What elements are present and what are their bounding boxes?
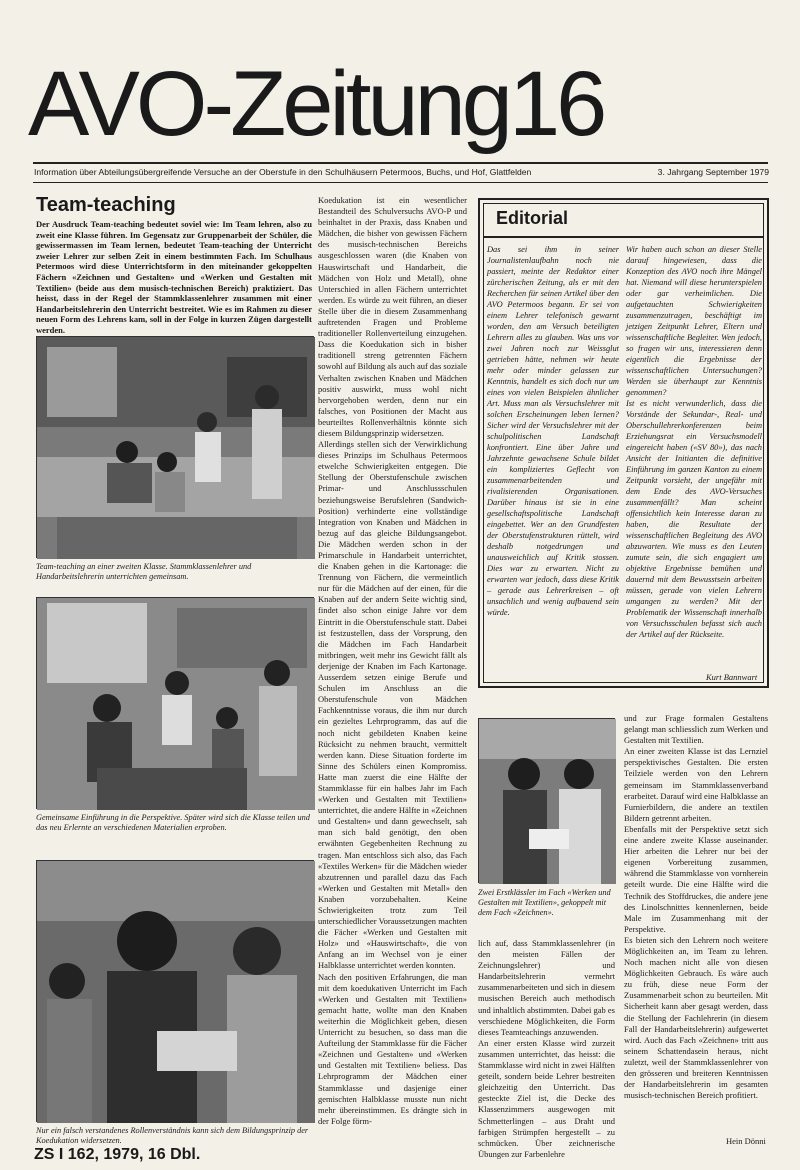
- masthead-rule-bottom: [33, 182, 768, 183]
- photo-classroom-illustration: [37, 337, 315, 559]
- subtitle-right: 3. Jahrgang September 1979: [657, 167, 769, 177]
- subtitle: [34, 167, 769, 177]
- masthead-title: AVO-Zeitung16: [28, 53, 604, 155]
- editorial-rule: [483, 236, 764, 238]
- subtitle-left: Information über Abteilungsübergreifende Versuche an der Oberstufe in den Schulhäusern Petermoos, Buchs, und Hof, Glattfelden: [34, 167, 532, 177]
- photo-team-teaching: [36, 336, 314, 558]
- article-author: Hein Dönni: [726, 1136, 766, 1146]
- photo-first-graders: [478, 718, 615, 883]
- article-column-3: lich auf, dass Stammklassenlehrer (in den meisten Fällen der Zeichnungslehrer) und Handarbeitslehrerin vermehrt zusammenarbeiteten und sich in diesem musischen Bereich auch methodisch und inhaltlich abstimmten. Dabei gab es verschiedene Möglichkeiten, die Form dieses Teamteachings anzuwenden. An einer ersten Klasse wird zurzeit zusammen unterrichtet, das heisst: die Stammklasse wird nicht in zwei Hälften geteilt, sondern beide Lehrer bestreiten gleichzeitig den Unterricht. Das gesteckte Ziel ist, die Decke des Klassenzimmers ausgewogen mit Schmetterlingen – aus Draht und farbigen Strümpfen hergestellt – zu schmücken. Über zeichnerische Übungen zur Farbenlehre: [478, 938, 615, 1159]
- editorial-author: Kurt Bannwart: [706, 672, 758, 682]
- photo-students-illustration: [37, 861, 315, 1123]
- caption-photo-3: Nur ein falsch verstandenes Rollenverständnis kann sich dem Bildungsprinzip der Koedukation widersetzen.: [36, 1126, 309, 1146]
- photo-coeducation: [36, 860, 314, 1122]
- photo-pupils-illustration: [479, 719, 616, 884]
- article-lead: Der Ausdruck Team-teaching bedeutet soviel wie: Im Team lehren, also zu zweit eine Klasse führen. Im Gegensatz zur Gruppenarbeit der Schüler, die gewissermassen im Team lernen, bedeutet Team-teaching der Unterricht zweier Lehrer zur selben Zeit in einem bestimmten Fach. Im Schulhaus Petermoos wird diese Unterrichtsform in den miteinander gekoppelten Fächern «Zeichnen und Gestalten» und «Werken und Gestalten mit Textilien» (beide aus dem musisch-technischen Bereich) praktiziert. Das heisst, dass in der Regel der Stammklassenlehrer zusammen mit einer Handarbeitslehrerin den Unterricht bestreitet. Wie es im Rahmen zu dieser neuen Form des Lehrens kam, soll in der Folge in kurzen Zügen dargestellt werden.: [36, 219, 312, 335]
- article-title: Team-teaching: [36, 194, 176, 216]
- article-column-2: Koedukation ist ein wesentlicher Bestandteil des Schulversuchs AVO-P und beinhaltet in der Praxis, dass Knaben und Mädchen, die bisher von gewissen Fächern des musisch-technischen Bereichs ausgeschlossen waren (die Knaben von Hauswirtschaft und Handarbeit, die Mädchen von Holz und Metall), ohne Unterschied in allen Fächern unterrichtet werden. Es würde zu weit führen, an dieser Stelle über die in diesem Zusammenhang auftretenden Fragen und Probleme traditioneller Rollenverteilung einzugehen. Dass die Koedukation sich in bisher traditionell streng getrennten Fächern sowohl auf Bildung als auch auf das soziale Verhalten zwischen Knaben und Mädchen positiv auswirkt, muss wohl nicht hervorgehoben werden, denn nur ein falsches, von Positionen der Macht aus beurteiltes Rollenverhältnis könnte sich diesem Bildungsprinzip widersetzen. Allerdings stellen sich der Verwirklichung dieses Prinzips im Schulhaus Petermoos etwelche Schwierigkeiten entgegen. Die Stellung der Oberstufenschule zwischen Primar- und Anschlussschulen beziehungsweise Berufslehren (Sandwich-Position) verhinderte eine vollständige Integration von Knaben und Mädchen in bezug auf das gleiche Bildungsangebot. Die Mädchen werden schon in der Primarschule in Handarbeit unterrichtet, die Knaben gehen in die Kartonage: die Trennung von Fächern, die vermeintlich nur für die Mädchen auf der einen, für die Knaben auf der andern Seite wichtig sind, findet also schon einige Jahre vor dem Eintritt in die Oberstufenschule statt. Dabei ist festzustellen, dass der Vorsprung, den die Mädchen im Fach Handarbeit mitbringen, weit mehr ins Gewicht fällt als derjenige der Knaben im Fach Kartonage. Ausserdem setzen einige Berufe und Schulen im Anschluss an die Oberstufenschule von Mädchen Fachkenntnisse voraus, die ihm nur durch ein gezieltes Lehrprogramm, das auf die noch nicht gebildeten Knaben keine Rücksicht zu nehmen braucht, vermittelt werden kann. Diese Situation forderte im Sinne des Schülers einen Kompromiss. Hatte man zuerst die eine Hälfte der Stammklasse für ein halbes Jahr im Fach «Werken und Gestalten mit Textilien» unterrichtet, die andere Hälfte in «Zeichnen und Gestalten» und dann gewechselt, sah man sich bald genötigt, den oben erwähnten Gegebenheiten Rechnung zu tragen. Man entschloss sich also, das Fach «Textiles Werken» für die Mädchen wieder abzutrennen und parallel dazu das Fach «Werken und Gestalten mit Metall» den Knaben vorzubehalten. Keine Schwierigkeiten trotz zum Teil unterschiedlicher Voraussetzungen machten die Fächer «Werken und Gestalten mit Holz» und «Hauswirtschaft», die von Anfang an im Wechsel von je einer Halbklasse unterrichtet werden konnten. Nach den positiven Erfahrungen, die man mit dem koedukativen Unterricht im Fach «Werken und Gestalten mit Textilien» gemacht hatte, wollte man den Knaben weiterhin die Möglichkeit geben, diesen Unterricht zu besuchen, so dass man die Aufteilung der Stammklasse für die Fächer «Zeichnen und Gestalten» und «Werken und Gestalten mit Textilien» beliess. Das Lehrprogramm der Mädchen einer Stammklasse und dasjenige einer gemischten Halbklasse musste nun nicht mehr übereinstimmen. Es drängte sich in der Folge förm-: [318, 195, 467, 1126]
- photo-group-illustration: [37, 598, 315, 810]
- caption-photo-1: Team-teaching an einer zweiten Klasse. Stammklassenlehrer und Handarbeitslehrerin unterrichten gemeinsam.: [36, 562, 252, 582]
- photo-perspective: [36, 597, 314, 809]
- caption-photo-2: Gemeinsame Einführung in die Perspektive. Später wird sich die Klasse teilen und das neu Erlernte an verschiedenen Materialien erproben.: [36, 813, 310, 833]
- editorial-title: Editorial: [496, 208, 569, 228]
- editorial-column-1: Das sei ihm in seiner Journalistenlaufbahn noch nie passiert, meinte der Redaktor einer zürcherischen Zeitung, als er mit den Recherchen für seinen Artikel über den AVO Petermoos begann. Er sei von einem Lehrer telefonisch gewarnt worden, den am Versuch beteiligten Lehrern alles zu glauben. Was uns vor zwei Jahren noch zur Weissglut getrieben hätte, nehmen wir heute mehr oder minder gelassen zur Kenntnis, handelt es sich doch nur um eines von vielen Beispielen ähnlicher Art. Muss man als Versuchslehrer mit solchen Erscheinungen leben lernen? Sicher wird der Versuchslehrer mit der schulpolitischen Landschaft konfrontiert. Eine über Jahre und Jahrzehnte gewachsene Schule bildet ein kompliziertes Geflecht von zusammenarbeitenden und rivalisierenden Organisationen. Darüber hinaus ist sie in eine gesellschaftspolitische Landschaft eingebettet. Wer an den Grundfesten der Oberstufenstrukturen rüttelt, wird deshalb notgedrungen und unausweichlich auf Kritik stossen. Dies war zu erwarten. Nicht zu erwarten war jedoch, dass diese Kritik – gerade aus Lehrerkreisen – oft unsachlich und wenig aufbauend sein würde.: [487, 245, 619, 617]
- editorial-column-2: Wir haben auch schon an dieser Stelle darauf hingewiesen, dass die Konzeption des AVO noch ihre Mängel hat. Niemand will diese herunterspielen oder gar verheimlichen. Die aufgetauchten Schwierigkeiten zusammenzutragen, beschäftigt im jetzigen Zeitpunkt Lehrer, Eltern und wissenschaftliche Begleiter. Wen jedoch, so fragen wir uns, interessieren denn eigentlich die Ergebnisse der wissenschaftlichen Untersuchungen? Werden sie überhaupt zur Kenntnis genommen? Ist es nicht verwunderlich, dass die Vorstände der Sekundar-, Real- und Oberschullehrerkonferenzen beim Erziehungsrat ein Versuchsmodell eingereicht haben («SV 80»), das nach Ansicht der Initianten die definitive Einführung im ganzen Kanton zu einem Zeitpunkt vorsieht, der ungefähr mit dem Ende des AVO-Versuches zusammenfällt? Man scheint offensichtlich kein Interesse daran zu haben, die Resultate der wissenschaftlichen Begleitung des AVO abzuwarten. Wie muss es den Leuten zumute sein, die sich engagiert um objektive Ergebnisse bemühen und dauernd mit dem Bewusstsein arbeiten müssen, gerade von vielen Lehrern umgangen zu werden? Mit der Problematik der Wissenschaft innerhalb von Versuchsschulen befasst sich auch der Artikel auf der Rückseite.: [626, 245, 762, 639]
- article-column-4: und zur Frage formalen Gestaltens gelangt man schliesslich zum Werken und Gestalten mit Textilien. An einer zweiten Klasse ist das Lernziel perspektivisches Gestalten. Die ersten Teilziele werden von den Lehrern gemeinsam im Stammklassenverband erarbeitet. Darauf wird eine Halbklasse an Furnierbildern, die andere an textilen Bildern getrennt arbeiten. Ebenfalls mit der Perspektive setzt sich eine andere zweite Klasse auseinander. Hier arbeiten die Lehrer nur bei der eigenen Vorbereitung zusammen, während die Stammklasse von vornherein geteilt wurde. Die eine Hälfte wird die Technik des Stoffdruckes, die andere jene des Linolschnittes kennenlernen, beide Male im Zusammenhang mit der Perspektive. Es bieten sich den Lehrern noch weitere Möglichkeiten an, im Team zu lehren. Noch machen nicht alle von diesen Möglichkeiten Gebrauch. Es wäre auch zu früh, diese neue Form der Zusammenarbeit schon zu beurteilen. Mit Sicherheit kann aber gesagt werden, dass die Stellung der Fachlehrerin (in diesem Fall der Handarbeitslehrerin) aufgewertet wird. Auch das Fach «Zeichnen» tritt aus seinem Schattendasein heraus, nicht zuletzt, weil der Stammklassenlehrer von den grösseren und breiteren Kenntnissen der Handarbeitslehrerin im gesamten musisch-technischen Bereich profitiert.: [624, 713, 768, 1101]
- caption-photo-4: Zwei Erstklässler im Fach «Werken und Gestalten mit Textilien», gekoppelt mit dem Fach «Zeichnen».: [478, 888, 611, 918]
- masthead-rule-top: [33, 162, 768, 164]
- archive-footer: ZS I 162, 1979, 16 Dbl.: [34, 1146, 201, 1163]
